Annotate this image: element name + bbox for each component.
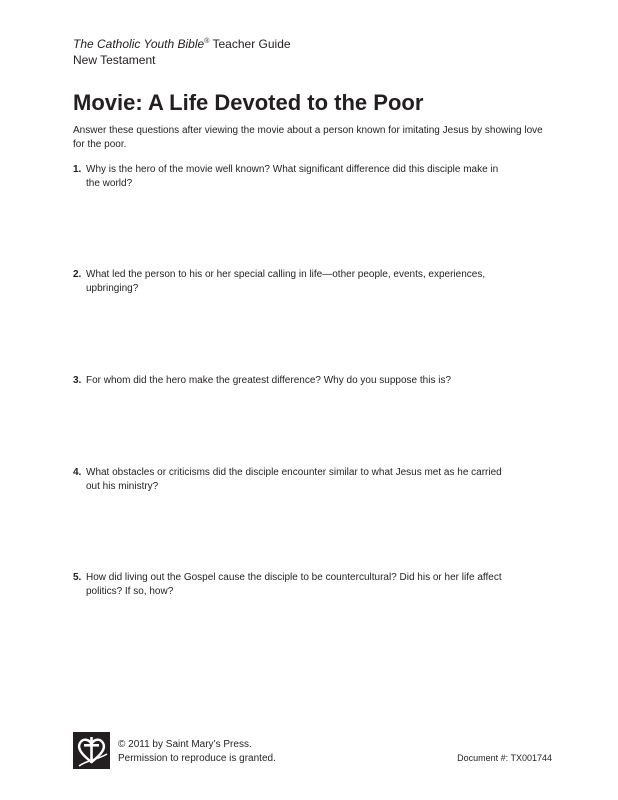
permission-text: Permission to reproduce is granted. (118, 753, 276, 764)
registered-mark: ® (204, 38, 210, 45)
footer-credits (118, 738, 276, 766)
header-subtitle: New Testament (73, 53, 156, 67)
copyright-text: © 2011 by Saint Mary’s Press. (118, 739, 252, 750)
book-title: The Catholic Youth Bible (73, 37, 205, 51)
intro-paragraph: Answer these questions after viewing the movie about a person known for imitating Jesus by showing love for the poor. (73, 125, 543, 150)
question-item (73, 466, 543, 494)
document-header (73, 36, 291, 68)
question-text: For whom did the hero make the greatest difference? Why do you suppose this is? (86, 375, 452, 386)
question-text: What obstacles or criticisms did the disciple encounter similar to what Jesus met as he carried out his ministry? (86, 467, 502, 492)
question-number: 4. (73, 467, 82, 478)
question-item (73, 163, 543, 191)
saint-marys-press-logo-icon (73, 732, 110, 769)
question-number: 2. (73, 269, 82, 280)
question-item (73, 571, 543, 599)
question-number: 5. (73, 572, 82, 583)
question-number: 1. (73, 164, 82, 175)
question-item (73, 268, 543, 296)
question-number: 3. (73, 375, 82, 386)
guide-label: Teacher Guide (212, 37, 291, 51)
question-text: What led the person to his or her special calling in life—other people, events, experiences, upbringing? (86, 269, 486, 294)
question-item (73, 374, 543, 388)
question-text: How did living out the Gospel cause the disciple to be countercultural? Did his or her life affect politics? If so, how? (86, 572, 502, 597)
header-book-line (73, 36, 291, 52)
page-title: Movie: A Life Devoted to the Poor (73, 90, 424, 115)
question-text: Why is the hero of the movie well known? What significant difference did this disciple make in the world? (86, 164, 499, 189)
document-number: Document #: TX001744 (457, 753, 552, 763)
